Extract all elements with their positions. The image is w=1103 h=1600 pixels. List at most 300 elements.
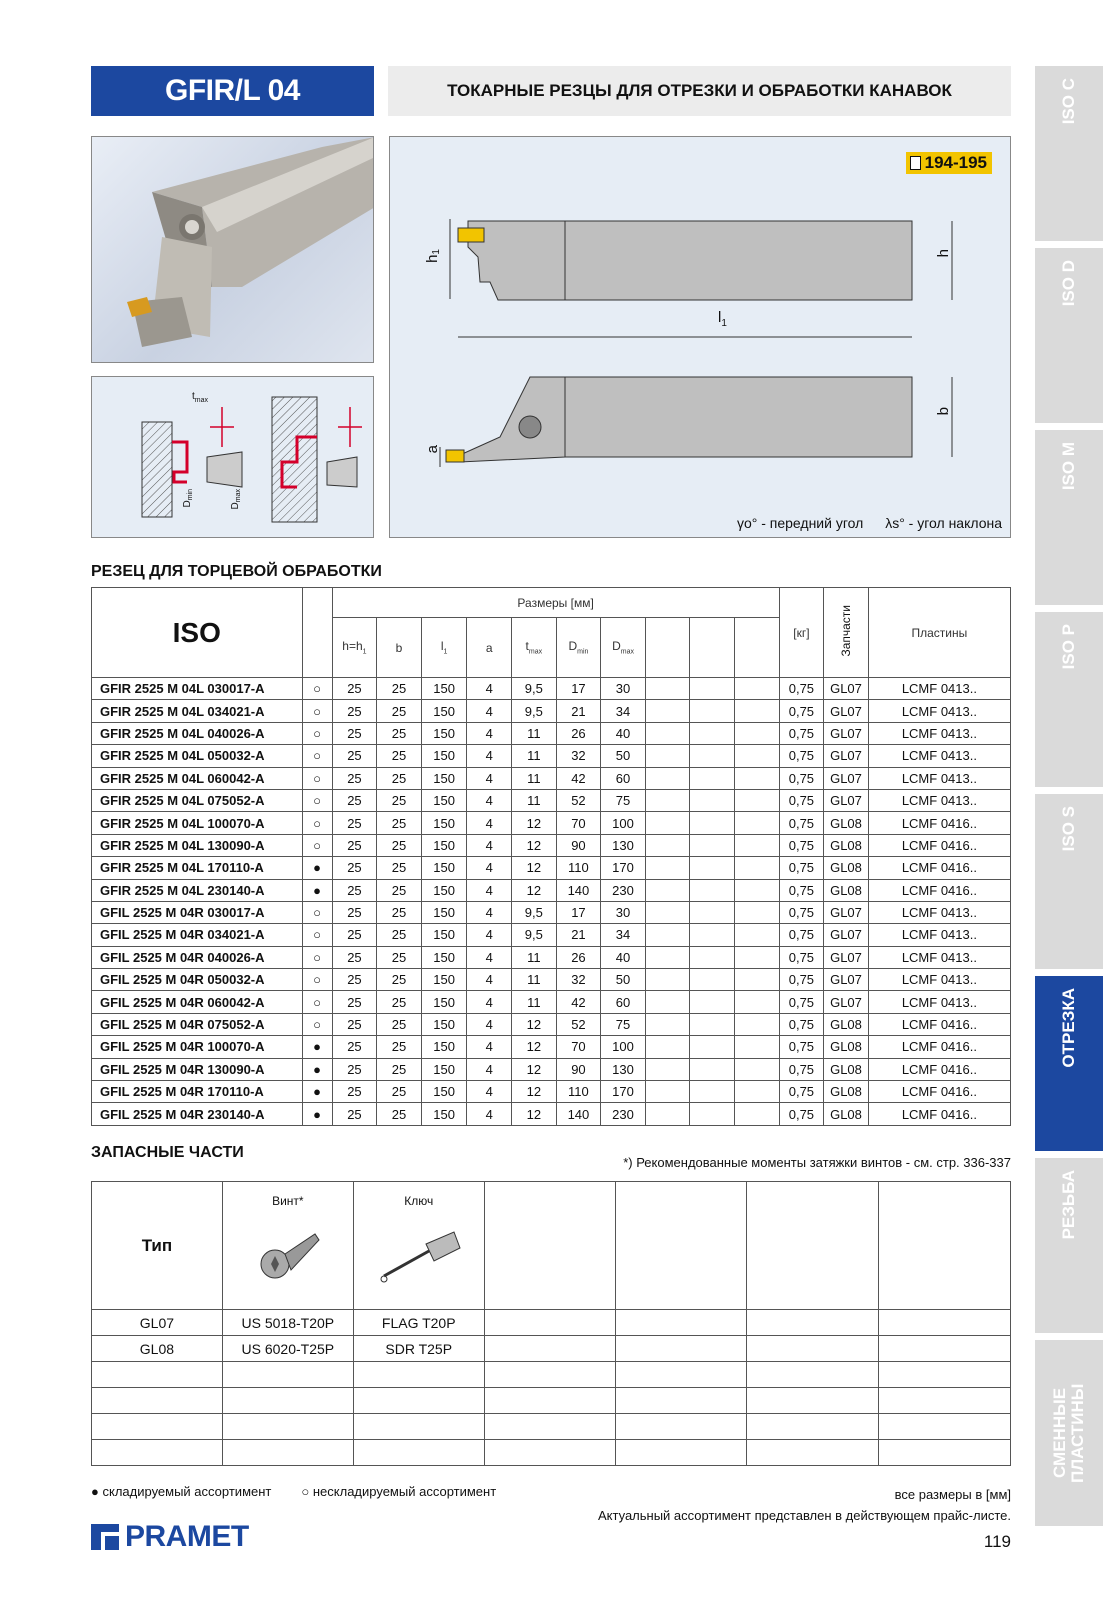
empty-cell xyxy=(735,1013,780,1035)
table-cell: 0,75 xyxy=(779,1036,824,1058)
empty-cell xyxy=(645,901,690,923)
empty-header xyxy=(484,1182,615,1310)
table-cell: 25 xyxy=(332,1081,377,1103)
table-cell xyxy=(879,1414,1011,1440)
product-code: GFIL 2525 M 04R 034021-A xyxy=(92,924,303,946)
table-cell xyxy=(92,1362,223,1388)
table-cell: 4 xyxy=(467,946,512,968)
table-cell: 90 xyxy=(556,834,601,856)
table-cell: 230 xyxy=(601,1103,646,1125)
table-cell: 50 xyxy=(601,745,646,767)
empty-cell xyxy=(690,946,735,968)
table-cell xyxy=(92,1414,223,1440)
table-row xyxy=(92,901,1011,923)
tool-dimension-drawing xyxy=(389,136,1011,538)
table-cell xyxy=(353,1440,484,1466)
empty-cell xyxy=(735,834,780,856)
product-photo xyxy=(91,136,374,363)
table-cell: 150 xyxy=(421,745,467,767)
table-cell: 4 xyxy=(467,857,512,879)
table-cell: ○ xyxy=(302,812,332,834)
dmax-label: $D_{max}$ xyxy=(230,489,242,510)
table-cell xyxy=(484,1414,615,1440)
table-cell xyxy=(222,1414,353,1440)
empty-cell xyxy=(690,745,735,767)
table-cell: 150 xyxy=(421,969,467,991)
table-cell: US 6020-T25P xyxy=(222,1336,353,1362)
table-cell: GL07 xyxy=(824,991,869,1013)
product-code: GFIR 2525 M 04L 170110-A xyxy=(92,857,303,879)
table-cell: ○ xyxy=(302,901,332,923)
table-cell: LCMF 0413.. xyxy=(868,969,1010,991)
empty-cell xyxy=(735,946,780,968)
table-cell: 25 xyxy=(332,924,377,946)
table-cell: 0,75 xyxy=(779,991,824,1013)
table-cell: SDR T25P xyxy=(353,1336,484,1362)
table-cell: 150 xyxy=(421,834,467,856)
table-cell: GL07 xyxy=(824,924,869,946)
table-cell: 150 xyxy=(421,901,467,923)
page-title: ТОКАРНЫЕ РЕЗЦЫ ДЛЯ ОТРЕЗКИ И ОБРАБОТКИ КАНАВОК xyxy=(388,66,1011,116)
table-cell xyxy=(615,1336,747,1362)
table-cell: 26 xyxy=(556,722,601,744)
table-cell: 25 xyxy=(332,1058,377,1080)
table-cell xyxy=(747,1388,879,1414)
empty-cell xyxy=(645,969,690,991)
key-header: Ключ xyxy=(353,1182,484,1310)
table-cell: GL08 xyxy=(824,1103,869,1125)
footer-notes: все размеры в [мм] Актуальный ассортимент представлен в действующем прайс-листе. xyxy=(597,1487,1011,1523)
table-cell: 12 xyxy=(512,1058,557,1080)
table-cell: 25 xyxy=(332,745,377,767)
empty-cell xyxy=(645,678,690,700)
table-cell: ● xyxy=(302,1081,332,1103)
table-cell: 130 xyxy=(601,1058,646,1080)
table-cell: GL08 xyxy=(92,1336,223,1362)
product-code: GFIR 2525 M 04L 040026-A xyxy=(92,722,303,744)
table-cell: 25 xyxy=(332,901,377,923)
filled-circle-icon: ● xyxy=(91,1484,99,1499)
table-cell: 25 xyxy=(377,924,422,946)
empty-cell xyxy=(735,1058,780,1080)
tab-inserts[interactable]: СМЕННЫЕ ПЛАСТИНЫ xyxy=(1035,1340,1103,1526)
table-cell: 4 xyxy=(467,1013,512,1035)
tool-table xyxy=(91,587,1011,1126)
table-cell: 25 xyxy=(332,767,377,789)
table-cell: LCMF 0413.. xyxy=(868,901,1010,923)
table-cell xyxy=(747,1414,879,1440)
table-cell: ○ xyxy=(302,924,332,946)
table-cell xyxy=(484,1336,615,1362)
table-cell: ● xyxy=(302,1103,332,1125)
table-cell: 130 xyxy=(601,834,646,856)
table-cell: 52 xyxy=(556,1013,601,1035)
empty-cell xyxy=(645,879,690,901)
table-cell: LCMF 0413.. xyxy=(868,700,1010,722)
table-cell: ● xyxy=(302,1036,332,1058)
table-cell: 110 xyxy=(556,857,601,879)
product-code: GFIL 2525 M 04R 050032-A xyxy=(92,969,303,991)
table-cell: 9,5 xyxy=(512,901,557,923)
tab-iso-p[interactable]: ISO P xyxy=(1035,612,1103,787)
product-code: GFIR 2525 M 04L 130090-A xyxy=(92,834,303,856)
table-cell: 42 xyxy=(556,767,601,789)
table-cell: 4 xyxy=(467,1081,512,1103)
table-cell: 25 xyxy=(377,767,422,789)
table-cell xyxy=(879,1336,1011,1362)
table-cell: 11 xyxy=(512,767,557,789)
table-cell: LCMF 0413.. xyxy=(868,789,1010,811)
empty-cell xyxy=(690,991,735,1013)
table-cell: 0,75 xyxy=(779,1013,824,1035)
table-cell: 230 xyxy=(601,879,646,901)
table-cell: LCMF 0413.. xyxy=(868,767,1010,789)
table-cell: 4 xyxy=(467,969,512,991)
empty-cell xyxy=(735,857,780,879)
empty-cell xyxy=(645,812,690,834)
table-cell: 17 xyxy=(556,678,601,700)
table-cell: 0,75 xyxy=(779,901,824,923)
table-cell: 25 xyxy=(377,991,422,1013)
table-cell: 12 xyxy=(512,1013,557,1035)
table-cell: 25 xyxy=(332,1013,377,1035)
table-cell: 150 xyxy=(421,1036,467,1058)
table-cell: 30 xyxy=(601,678,646,700)
table-row xyxy=(92,745,1011,767)
table-cell: 25 xyxy=(377,857,422,879)
empty-cell xyxy=(735,1103,780,1125)
table-cell: 4 xyxy=(467,767,512,789)
col-a: a xyxy=(467,618,512,678)
table-cell: 25 xyxy=(332,1103,377,1125)
table-cell: 4 xyxy=(467,722,512,744)
empty-cell xyxy=(690,1036,735,1058)
table-cell: GL07 xyxy=(824,901,869,923)
empty-cell xyxy=(690,969,735,991)
col-tmax: $t_{max}$ xyxy=(512,618,557,678)
table-cell: 25 xyxy=(332,789,377,811)
empty-cell xyxy=(645,700,690,722)
table-row xyxy=(92,1081,1011,1103)
table-cell: 0,75 xyxy=(779,834,824,856)
dim-a: a xyxy=(424,445,441,454)
table-cell: 25 xyxy=(377,834,422,856)
table-cell: LCMF 0413.. xyxy=(868,946,1010,968)
col-b: b xyxy=(377,618,422,678)
table-cell: 170 xyxy=(601,857,646,879)
empty-cell xyxy=(690,678,735,700)
table-cell: 4 xyxy=(467,901,512,923)
empty-cell xyxy=(690,700,735,722)
table-cell xyxy=(879,1310,1011,1336)
table-cell: LCMF 0413.. xyxy=(868,924,1010,946)
screw-header: Винт* xyxy=(222,1182,353,1310)
table-cell: 150 xyxy=(421,678,467,700)
col-dmin: $D_{min}$ xyxy=(556,618,601,678)
table-cell: 150 xyxy=(421,946,467,968)
table-cell xyxy=(747,1440,879,1466)
product-code: GFIL 2525 M 04R 170110-A xyxy=(92,1081,303,1103)
tab-iso-s[interactable]: ISO S xyxy=(1035,794,1103,969)
product-code: GFIL 2525 M 04R 060042-A xyxy=(92,991,303,1013)
table-cell: ○ xyxy=(302,722,332,744)
table-row xyxy=(92,1414,1011,1440)
product-code: GFIL 2525 M 04R 075052-A xyxy=(92,1013,303,1035)
table-cell: 4 xyxy=(467,1103,512,1125)
table-cell: 25 xyxy=(332,946,377,968)
table-cell: 50 xyxy=(601,969,646,991)
table-row xyxy=(92,1036,1011,1058)
table-cell: 4 xyxy=(467,700,512,722)
table-cell: 25 xyxy=(377,1103,422,1125)
table-cell: LCMF 0416.. xyxy=(868,857,1010,879)
table-cell: 25 xyxy=(377,1013,422,1035)
empty-cell xyxy=(690,789,735,811)
inclination-angle-legend: λs° - угол наклона xyxy=(885,515,1002,531)
table-cell: 150 xyxy=(421,812,467,834)
table-cell xyxy=(222,1362,353,1388)
table-cell: LCMF 0416.. xyxy=(868,1103,1010,1125)
table-cell xyxy=(879,1388,1011,1414)
table-row xyxy=(92,1310,1011,1336)
table-row xyxy=(92,1440,1011,1466)
table-cell: 60 xyxy=(601,991,646,1013)
dim-h: h xyxy=(935,249,952,258)
empty-cell xyxy=(690,812,735,834)
table-cell: 11 xyxy=(512,969,557,991)
tab-iso-m[interactable]: ISO M xyxy=(1035,430,1103,605)
table-cell: 21 xyxy=(556,924,601,946)
table-cell: ● xyxy=(302,1058,332,1080)
table-cell: GL07 xyxy=(824,678,869,700)
table-cell xyxy=(484,1388,615,1414)
table-cell: GL08 xyxy=(824,812,869,834)
col-empty xyxy=(690,618,735,678)
empty-cell xyxy=(645,924,690,946)
tmax-label: $t_{max}$ xyxy=(192,391,209,404)
stock-legend: ● складируемый ассортимент ○ нескладируемый ассортимент xyxy=(91,1484,497,1499)
table-cell: 25 xyxy=(377,745,422,767)
table-cell: GL07 xyxy=(824,700,869,722)
table-cell: ○ xyxy=(302,678,332,700)
table-cell: 25 xyxy=(332,812,377,834)
product-code: GFIR 2525 M 04L 230140-A xyxy=(92,879,303,901)
table-cell: 0,75 xyxy=(779,678,824,700)
tab-threading[interactable]: РЕЗЬБА xyxy=(1035,1158,1103,1333)
table-cell: 21 xyxy=(556,700,601,722)
table-cell: 25 xyxy=(377,901,422,923)
table-cell: FLAG T20P xyxy=(353,1310,484,1336)
table-cell xyxy=(615,1414,747,1440)
empty-cell xyxy=(690,1058,735,1080)
table-row xyxy=(92,767,1011,789)
table-row xyxy=(92,1103,1011,1125)
table-cell: ○ xyxy=(302,946,332,968)
table-cell: ○ xyxy=(302,834,332,856)
table-cell: 25 xyxy=(332,969,377,991)
product-code: GFIR 2525 M 04L 060042-A xyxy=(92,767,303,789)
empty-cell xyxy=(645,1058,690,1080)
table-cell: 150 xyxy=(421,722,467,744)
table-cell: 0,75 xyxy=(779,969,824,991)
table-cell: LCMF 0413.. xyxy=(868,678,1010,700)
table-row xyxy=(92,722,1011,744)
table-cell: LCMF 0416.. xyxy=(868,812,1010,834)
table-row xyxy=(92,812,1011,834)
table-cell: 30 xyxy=(601,901,646,923)
table-cell: GL08 xyxy=(824,1013,869,1035)
table-cell xyxy=(747,1310,879,1336)
table-cell: 150 xyxy=(421,700,467,722)
empty-cell xyxy=(735,991,780,1013)
table-cell: 0,75 xyxy=(779,812,824,834)
table-cell: 150 xyxy=(421,1058,467,1080)
table-cell: 75 xyxy=(601,1013,646,1035)
empty-cell xyxy=(645,1103,690,1125)
table-cell: LCMF 0413.. xyxy=(868,745,1010,767)
parts-header: Запчасти xyxy=(824,588,869,678)
key-icon xyxy=(374,1226,464,1286)
empty-cell xyxy=(735,969,780,991)
table-cell: ○ xyxy=(302,745,332,767)
table-cell: 0,75 xyxy=(779,789,824,811)
table-cell: 0,75 xyxy=(779,1058,824,1080)
empty-cell xyxy=(735,745,780,767)
open-circle-icon: ○ xyxy=(301,1484,310,1499)
table-cell: 25 xyxy=(332,834,377,856)
table-cell: ○ xyxy=(302,991,332,1013)
table-cell: 0,75 xyxy=(779,946,824,968)
table-cell: 110 xyxy=(556,1081,601,1103)
table-cell xyxy=(222,1388,353,1414)
table-cell: 25 xyxy=(332,857,377,879)
table-cell: 150 xyxy=(421,789,467,811)
col-dmax: $D_{max}$ xyxy=(601,618,646,678)
page-number: 119 xyxy=(983,1532,1011,1551)
table-cell: GL08 xyxy=(824,1058,869,1080)
empty-cell xyxy=(645,789,690,811)
table-cell: 25 xyxy=(377,1081,422,1103)
table-cell: GL08 xyxy=(824,834,869,856)
table-cell xyxy=(92,1440,223,1466)
table-cell: 4 xyxy=(467,879,512,901)
table-cell: 0,75 xyxy=(779,700,824,722)
table-cell: LCMF 0416.. xyxy=(868,1081,1010,1103)
col-empty xyxy=(645,618,690,678)
table-cell: 26 xyxy=(556,946,601,968)
dims-group-header: Размеры [мм] xyxy=(332,588,779,618)
table-row xyxy=(92,857,1011,879)
table-cell: GL07 xyxy=(92,1310,223,1336)
table-row xyxy=(92,946,1011,968)
table-cell: GL07 xyxy=(824,767,869,789)
ref-pages-badge[interactable]: 194-195 xyxy=(906,152,992,174)
table-cell: 25 xyxy=(332,1036,377,1058)
table-cell: 4 xyxy=(467,745,512,767)
table-cell: 60 xyxy=(601,767,646,789)
table-cell: LCMF 0413.. xyxy=(868,991,1010,1013)
product-code: GFIL 2525 M 04R 230140-A xyxy=(92,1103,303,1125)
empty-cell xyxy=(735,722,780,744)
empty-cell xyxy=(735,767,780,789)
empty-cell xyxy=(735,879,780,901)
empty-cell xyxy=(645,767,690,789)
table-cell: GL08 xyxy=(824,879,869,901)
table-cell: 0,75 xyxy=(779,924,824,946)
section-title-spare: ЗАПАСНЫЕ ЧАСТИ xyxy=(91,1144,244,1161)
table-cell: 150 xyxy=(421,879,467,901)
table-cell: GL08 xyxy=(824,857,869,879)
table-cell: 4 xyxy=(467,812,512,834)
empty-cell xyxy=(735,901,780,923)
table-cell xyxy=(92,1388,223,1414)
table-cell: 25 xyxy=(332,722,377,744)
tab-cutoff[interactable]: ОТРЕЗКА xyxy=(1035,976,1103,1151)
table-cell: 9,5 xyxy=(512,678,557,700)
table-cell: 4 xyxy=(467,678,512,700)
empty-header xyxy=(879,1182,1011,1310)
inserts-header: Пластины xyxy=(868,588,1010,678)
screw-icon xyxy=(253,1226,323,1286)
table-cell xyxy=(615,1440,747,1466)
table-cell: 140 xyxy=(556,1103,601,1125)
empty-cell xyxy=(735,812,780,834)
table-cell: ● xyxy=(302,857,332,879)
table-cell: 150 xyxy=(421,1103,467,1125)
empty-cell xyxy=(645,991,690,1013)
tab-iso-d[interactable]: ISO D xyxy=(1035,248,1103,423)
table-row xyxy=(92,678,1011,700)
table-cell: ● xyxy=(302,879,332,901)
dmin-label: $D_{min}$ xyxy=(182,489,194,508)
table-cell: 17 xyxy=(556,901,601,923)
product-code: GFIR 2525 M 04L 075052-A xyxy=(92,789,303,811)
table-row xyxy=(92,991,1011,1013)
col-empty xyxy=(735,618,780,678)
table-cell: ○ xyxy=(302,969,332,991)
table-cell xyxy=(879,1440,1011,1466)
table-row xyxy=(92,1336,1011,1362)
table-cell: ○ xyxy=(302,789,332,811)
col-l1: $l_1$ xyxy=(421,618,467,678)
iso-header: ISO xyxy=(92,588,303,678)
table-cell: 12 xyxy=(512,812,557,834)
table-cell: 25 xyxy=(377,1058,422,1080)
table-cell: LCMF 0413.. xyxy=(868,722,1010,744)
table-cell xyxy=(484,1310,615,1336)
table-cell: 32 xyxy=(556,745,601,767)
empty-cell xyxy=(690,857,735,879)
empty-cell xyxy=(735,700,780,722)
table-row xyxy=(92,924,1011,946)
table-cell: 100 xyxy=(601,812,646,834)
table-cell: ○ xyxy=(302,1013,332,1035)
table-cell: 34 xyxy=(601,700,646,722)
empty-cell xyxy=(645,745,690,767)
empty-cell xyxy=(645,1081,690,1103)
table-cell: 150 xyxy=(421,767,467,789)
empty-header xyxy=(747,1182,879,1310)
table-cell: 42 xyxy=(556,991,601,1013)
table-cell: GL08 xyxy=(824,1036,869,1058)
table-cell: 12 xyxy=(512,857,557,879)
table-cell: 150 xyxy=(421,924,467,946)
table-cell: 12 xyxy=(512,879,557,901)
table-cell: 12 xyxy=(512,1036,557,1058)
model-title: GFIR/L 04 xyxy=(91,66,374,116)
table-cell: 12 xyxy=(512,834,557,856)
tab-iso-c[interactable]: ISO C xyxy=(1035,66,1103,241)
